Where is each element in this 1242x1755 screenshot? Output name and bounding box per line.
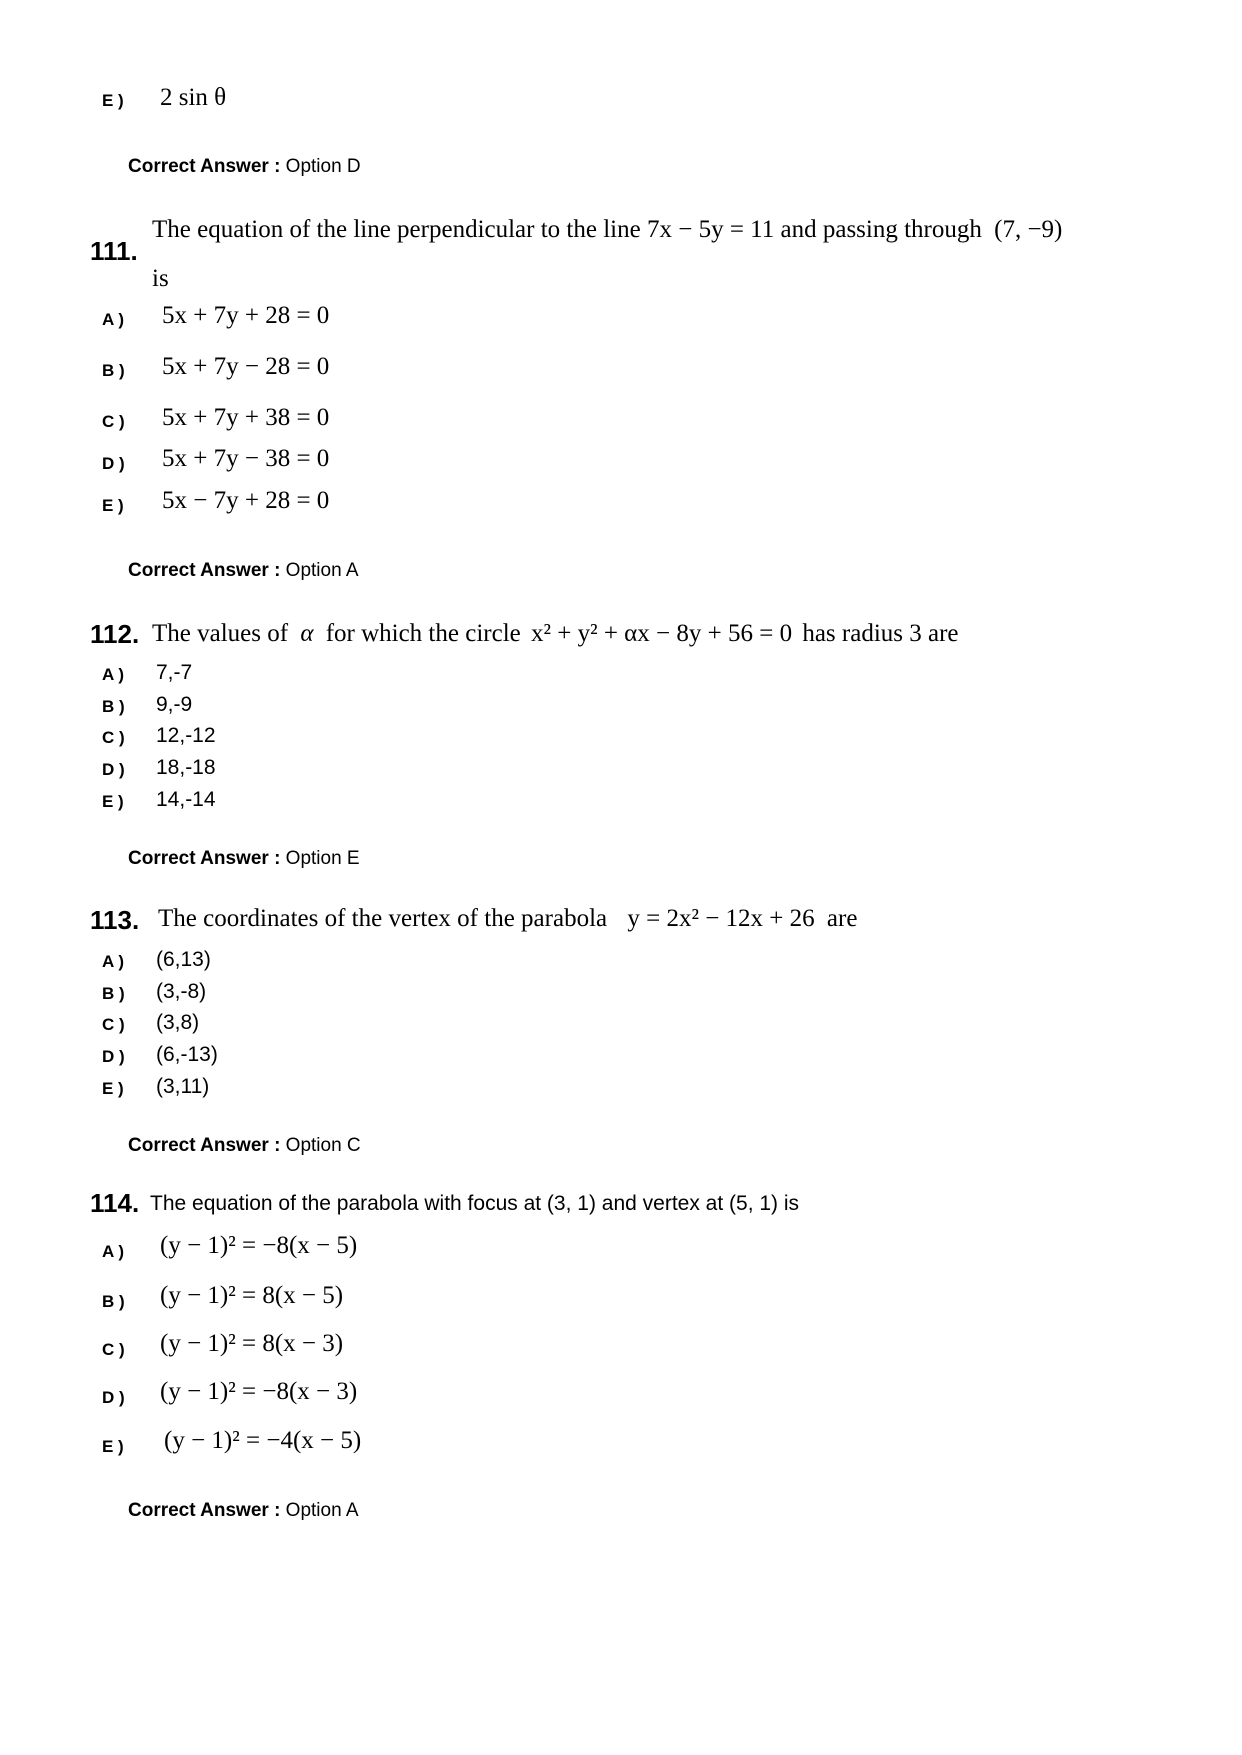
question-text (152, 216, 1062, 244)
option-math: (y − 1)² = −8(x − 3) (160, 1378, 358, 1405)
answer-prefix: Correct Answer : (128, 156, 281, 177)
question-text-part: The values of (152, 620, 289, 647)
question-text (158, 905, 857, 933)
option-label: C ) (102, 1015, 125, 1034)
option-label: B ) (102, 697, 125, 716)
alpha-symbol: α (300, 620, 314, 647)
option-math: (y − 1)² = −4(x − 5) (164, 1427, 362, 1454)
option-math: 5x + 7y + 28 = 0 (162, 302, 330, 329)
option-label: C ) (102, 1340, 125, 1359)
answer-value: Option E (285, 848, 360, 869)
option-label: D ) (102, 1047, 125, 1066)
option-label: A ) (102, 1242, 125, 1261)
question-number: 111. (90, 236, 138, 266)
question-text-part: for which the circle (325, 620, 521, 647)
circle-equation: x² + y² + αx − 8y + 56 = 0 (530, 620, 793, 647)
answer-value: Option C (285, 1135, 361, 1156)
question-text-part: are (826, 905, 858, 932)
answer-prefix: Correct Answer : (128, 1500, 281, 1521)
question-number: 114. (90, 1188, 140, 1218)
option-label: E ) (102, 1437, 124, 1456)
option-math: (y − 1)² = −8(x − 5) (160, 1232, 358, 1259)
option-math: 2 sin θ (160, 84, 227, 111)
answer-prefix: Correct Answer : (128, 1135, 281, 1156)
option-math: 5x + 7y − 28 = 0 (162, 353, 330, 380)
correct-answer (128, 156, 361, 178)
option-value: (3,-8) (156, 980, 207, 1003)
answer-prefix: Correct Answer : (128, 848, 281, 869)
option-value: (3,8) (156, 1011, 200, 1034)
question-text-part: The coordinates of the vertex of the parabola (158, 905, 608, 932)
option-value: 9,-9 (156, 693, 193, 716)
option-label: E ) (102, 91, 124, 110)
option-label: D ) (102, 760, 125, 779)
answer-value: Option A (285, 1500, 359, 1521)
option-value: 14,-14 (156, 788, 216, 811)
question-text: The equation of the parabola with focus at (3, 1) and vertex at (5, 1) is (150, 1192, 800, 1215)
answer-prefix: Correct Answer : (128, 560, 281, 581)
point: (7, −9) (994, 216, 1063, 243)
option-math: 5x + 7y + 38 = 0 (162, 404, 330, 431)
option-label: E ) (102, 1079, 124, 1098)
answer-value: Option D (285, 156, 361, 177)
option-value: (6,13) (156, 948, 211, 971)
correct-answer (128, 848, 360, 870)
option-label: A ) (102, 952, 125, 971)
correct-answer (128, 560, 359, 582)
option-value: 18,-18 (156, 756, 216, 779)
correct-answer (128, 1500, 359, 1522)
option-label: C ) (102, 412, 125, 431)
option-label: B ) (102, 984, 125, 1003)
question-number: 113. (90, 905, 140, 935)
question-text-part: has radius 3 are (802, 620, 959, 647)
option-label: C ) (102, 728, 125, 747)
option-value: 7,-7 (156, 661, 193, 684)
question-text-part: and passing through (780, 216, 982, 243)
option-math: (y − 1)² = 8(x − 5) (160, 1282, 344, 1309)
option-math: 5x − 7y + 28 = 0 (162, 487, 330, 514)
option-label: B ) (102, 361, 125, 380)
option-math: 5x + 7y − 38 = 0 (162, 445, 330, 472)
parabola-equation: y = 2x² − 12x + 26 (627, 905, 815, 932)
question-text-part: The equation of the line perpendicular to the line (152, 216, 641, 243)
question-text-part: is (152, 265, 169, 292)
option-math: (y − 1)² = 8(x − 3) (160, 1330, 344, 1357)
option-value: (3,11) (156, 1075, 210, 1098)
option-value: 12,-12 (156, 724, 216, 747)
option-label: E ) (102, 496, 124, 515)
line-equation: 7x − 5y = 11 (646, 216, 775, 243)
option-label: D ) (102, 1388, 125, 1407)
question-text (152, 620, 959, 648)
option-label: B ) (102, 1292, 125, 1311)
option-label: A ) (102, 665, 125, 684)
correct-answer (128, 1135, 361, 1157)
option-value: (6,-13) (156, 1043, 218, 1066)
answer-value: Option A (285, 560, 359, 581)
question-number: 112. (90, 619, 140, 649)
option-label: A ) (102, 310, 125, 329)
option-label: D ) (102, 454, 125, 473)
option-label: E ) (102, 792, 124, 811)
